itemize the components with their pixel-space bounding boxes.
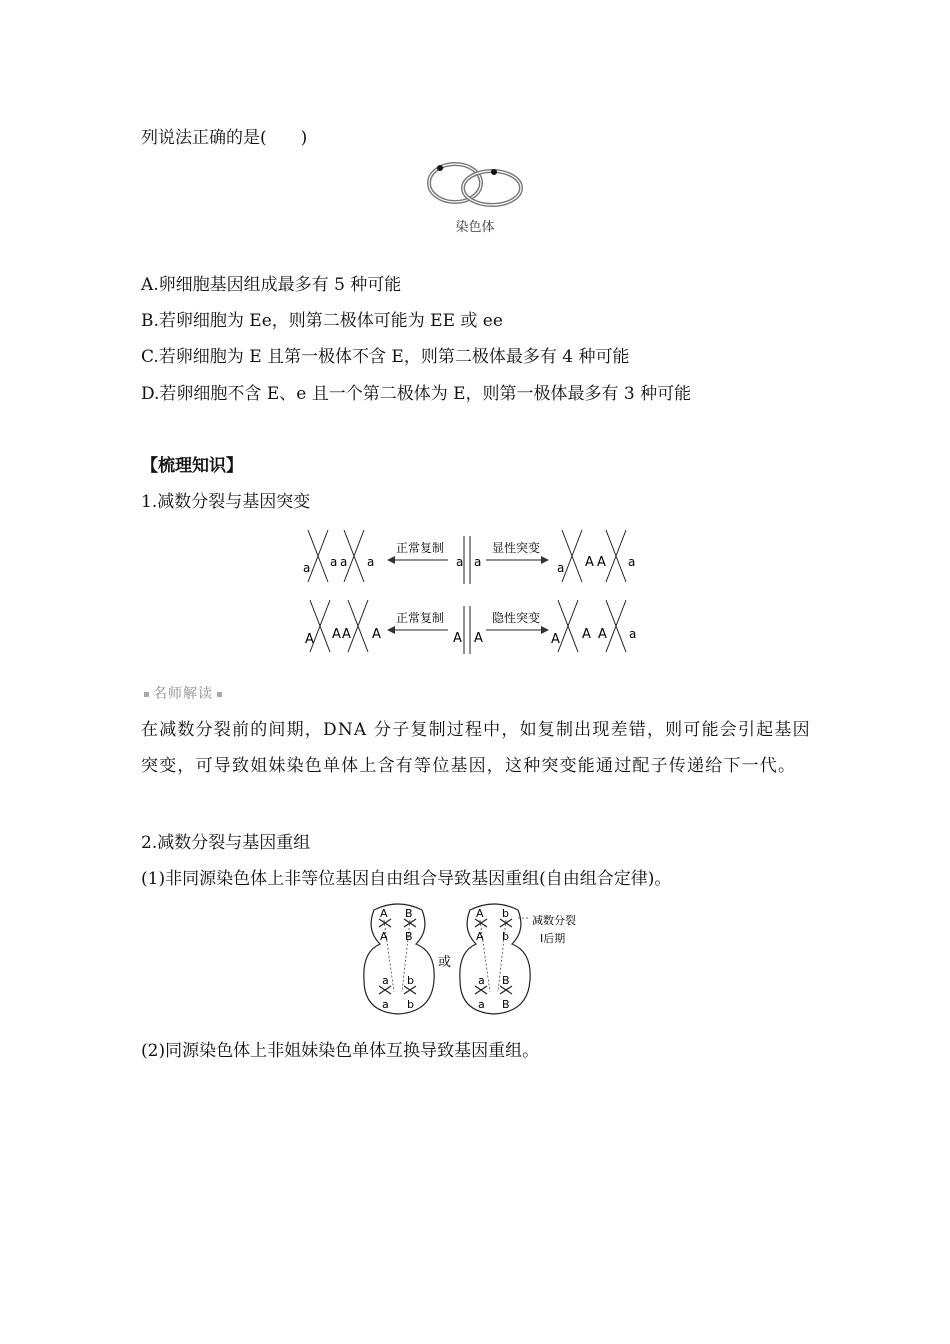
allele-label: A <box>332 627 341 642</box>
allele-label: a <box>330 555 338 569</box>
gene-label: a <box>382 998 389 1011</box>
allele-label: A <box>585 555 594 570</box>
expert-note-badge <box>140 683 226 703</box>
gene-label: b <box>407 974 414 987</box>
allele-label: a <box>557 561 565 575</box>
allele-label: A <box>342 627 351 642</box>
gene-label: a <box>382 974 389 987</box>
gene-label: B <box>502 998 510 1011</box>
gene-label: b <box>502 907 509 920</box>
allele-label: a <box>340 555 348 569</box>
allele-label: A <box>598 627 607 642</box>
gene-label: B <box>405 907 413 920</box>
gene-label: A <box>476 930 484 943</box>
chromosome-figure <box>420 158 530 240</box>
gene-label: a <box>478 998 485 1011</box>
allele-label: A <box>551 632 560 647</box>
knowledge-heading: 【梳理知识】 <box>141 456 243 476</box>
allele-label: a <box>629 627 637 641</box>
stage-label-line1: 减数分裂 <box>532 914 576 927</box>
gene-label: b <box>502 930 509 943</box>
allele-label: A <box>372 627 381 642</box>
mutation-diagram <box>300 522 645 657</box>
question-stem: 列说法正确的是( ) <box>141 128 308 148</box>
item2-text: (2)同源染色体上非姐妹染色单体互换导致基因重组。 <box>141 1041 540 1061</box>
allele-label: a <box>367 555 375 569</box>
interpretation-paragraph: 在减数分裂前的间期，DNA 分子复制过程中，如复制出现差错，则可能会引起基因突变，可导致姐妹染色单体上含有等位基因，这种突变能通过配子传递给下一代。 <box>141 720 811 776</box>
stage-label-line2: Ⅰ后期 <box>540 932 566 945</box>
allele-label: a <box>303 561 311 575</box>
recessive-mutation-label: 隐性突变 <box>492 611 541 625</box>
allele-label: a <box>456 555 464 569</box>
recombination-diagram <box>362 900 592 1018</box>
gene-label: A <box>476 907 484 920</box>
allele-label: A <box>305 632 314 647</box>
gene-label: b <box>407 998 414 1011</box>
option-b: B.若卵细胞为 Ee，则第二极体可能为 EE 或 ee <box>141 311 503 331</box>
allele-label: A <box>474 631 483 646</box>
option-c: C.若卵细胞为 E 且第一极体不含 E，则第二极体最多有 4 种可能 <box>141 347 630 367</box>
gene-label: B <box>405 930 413 943</box>
gene-label: a <box>478 974 485 987</box>
allele-label: A <box>582 627 591 642</box>
or-label: 或 <box>438 955 452 970</box>
allele-label: A <box>597 555 606 570</box>
badge-label: 名师解读 <box>153 686 213 702</box>
option-a: A.卵细胞基因组成最多有 5 种可能 <box>141 275 402 295</box>
option-d: D.若卵细胞不含 E、e 且一个第二极体为 E，则第一极体最多有 3 种可能 <box>141 384 692 404</box>
allele-label: a <box>628 555 636 569</box>
allele-label: A <box>453 631 462 646</box>
section2-title: 2.减数分裂与基因重组 <box>141 833 311 853</box>
dominant-mutation-label: 显性突变 <box>492 541 541 555</box>
item1-text: (1)非同源染色体上非等位基因自由组合导致基因重组(自由组合定律)。 <box>141 869 672 889</box>
figure-caption: 染色体 <box>455 220 495 235</box>
gene-label: B <box>502 974 510 987</box>
allele-label: a <box>474 555 482 569</box>
normal-replication-label: 正常复制 <box>396 541 445 555</box>
normal-replication-label: 正常复制 <box>396 611 445 625</box>
gene-label: A <box>380 930 388 943</box>
section1-title: 1.减数分裂与基因突变 <box>141 492 311 512</box>
gene-label: A <box>380 907 388 920</box>
